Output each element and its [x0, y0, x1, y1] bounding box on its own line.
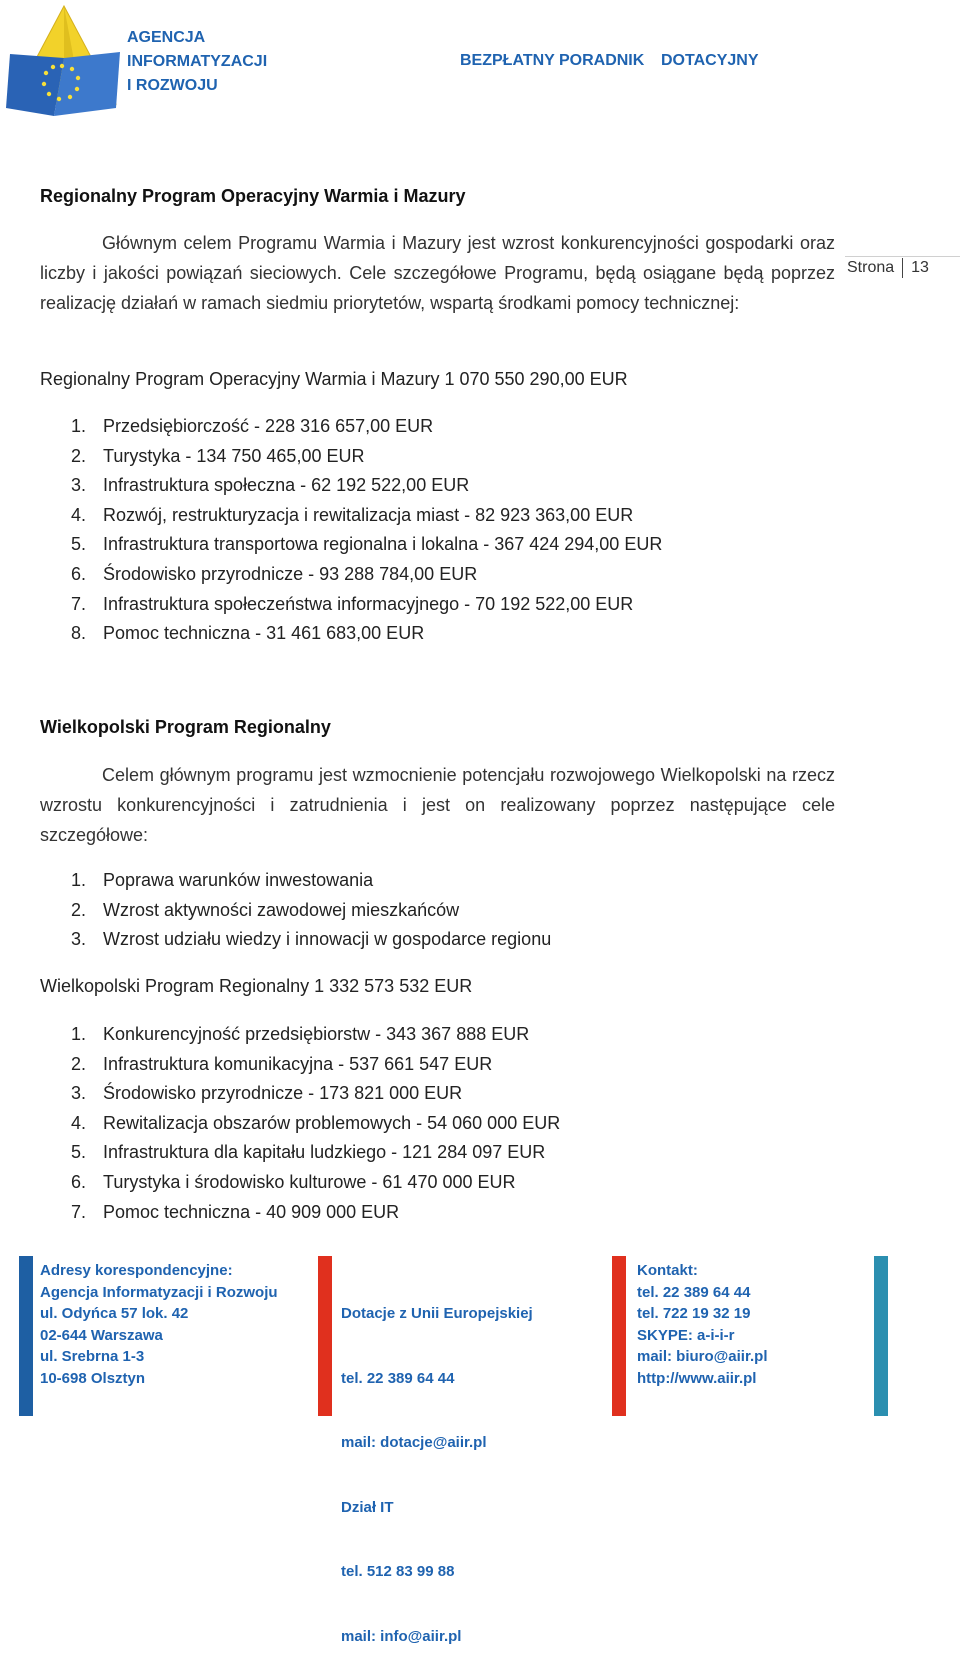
footer-line: tel. 22 389 64 44: [341, 1369, 455, 1387]
footer-accent-bar: [19, 1256, 33, 1416]
list-item: 3. Środowisko przyrodnicze - 173 821 000 EUR: [71, 1083, 463, 1104]
list-item: 2. Wzrost aktywności zawodowej mieszkańców: [71, 899, 460, 920]
footer-skype[interactable]: SKYPE: a-i-i-r: [637, 1326, 735, 1344]
footer-line: mail: info@aiir.pl: [341, 1627, 462, 1645]
list-item: 6. Środowisko przyrodnicze - 93 288 784,00 EUR: [71, 563, 478, 584]
section-paragraph: [40, 228, 835, 318]
program-total: Regionalny Program Operacyjny Warmia i Mazury 1 070 550 290,00 EUR: [40, 369, 628, 389]
page-number-value: 13: [911, 259, 929, 277]
page-number: [847, 258, 929, 278]
list-item: 3. Wzrost udziału wiedzy i innowacji w gospodarce regionu: [71, 929, 552, 950]
paragraph-text: Głównym celem Programu Warmia i Mazury jest wzrost konkurencyjności gospodarki oraz liczby i jakości powiązań sieciowych. Cele szczegółowe Programu, będą osiągane będą poprzez realizację działań w ramach siedmiu priorytetów, wspartą środkami pomocy technicznej:: [40, 233, 835, 313]
agency-name: [127, 26, 267, 98]
footer-line: ul. Odyńca 57 lok. 42: [40, 1305, 189, 1322]
list-item: 1. Przedsiębiorczość - 228 316 657,00 EUR: [71, 416, 434, 436]
footer-accent-bar: [612, 1256, 626, 1416]
section-heading: Wielkopolski Program Regionalny: [40, 717, 331, 737]
footer-phone[interactable]: tel. 22 389 64 44: [637, 1283, 751, 1301]
list-item: 3. Infrastruktura społeczna - 62 192 522,00 EUR: [71, 475, 470, 496]
goals-list: [40, 866, 551, 955]
footer-line: Agencja Informatyzacji i Rozwoju: [40, 1283, 278, 1301]
list-item: 7. Pomoc techniczna - 40 909 000 EUR: [71, 1201, 400, 1222]
section-heading: Regionalny Program Operacyjny Warmia i Mazury: [40, 186, 466, 206]
footer-addresses: [40, 1260, 278, 1389]
footer-line: Dotacje z Unii Europejskiej: [341, 1305, 533, 1322]
agency-logo: [4, 4, 120, 116]
footer-line: 10-698 Olsztyn: [40, 1369, 146, 1387]
agency-name-line: I ROZWOJU: [127, 77, 218, 94]
footer-contact: [637, 1260, 767, 1389]
list-item: 5. Infrastruktura dla kapitału ludzkiego - 121 284 097 EUR: [71, 1142, 546, 1163]
priority-list: [40, 1020, 560, 1227]
list-item: 6. Turystyka i środowisko kulturowe - 61 470 000 EUR: [71, 1171, 516, 1192]
footer-eu-grants: [341, 1260, 533, 1669]
footer-line: mail: dotacje@aiir.pl: [341, 1434, 487, 1451]
header-tagline-1: BEZPŁATNY PORADNIK: [460, 52, 645, 69]
header-tagline-2: DOTACYJNY: [661, 52, 759, 69]
footer-line: tel. 512 83 99 88: [341, 1563, 455, 1580]
list-item: 5. Infrastruktura transportowa regionalna i lokalna - 367 424 294,00 EUR: [71, 534, 663, 555]
footer-accent-bar: [874, 1256, 888, 1416]
list-item: 1. Poprawa warunków inwestowania: [71, 870, 374, 890]
agency-name-line: AGENCJA: [127, 29, 206, 46]
list-item: 2. Turystyka - 134 750 465,00 EUR: [71, 445, 365, 466]
page-label: Strona: [847, 259, 895, 277]
priority-list: [40, 412, 662, 649]
footer-line: Dział IT: [341, 1498, 394, 1516]
footer-website-link[interactable]: http://www.aiir.pl: [637, 1369, 757, 1387]
list-item: 1. Konkurencyjność przedsiębiorstw - 343 367 888 EUR: [71, 1024, 530, 1044]
footer-line: ul. Srebrna 1-3: [40, 1348, 145, 1365]
footer-line: Adresy korespondencyjne:: [40, 1262, 233, 1279]
list-item: 8. Pomoc techniczna - 31 461 683,00 EUR: [71, 623, 425, 644]
agency-name-line: INFORMATYZACJI: [127, 53, 268, 70]
footer-accent-bar: [318, 1256, 332, 1416]
footer-line: Kontakt:: [637, 1262, 698, 1279]
list-item: 4. Rewitalizacja obszarów problemowych - 54 060 000 EUR: [71, 1112, 561, 1133]
section-paragraph: [40, 760, 835, 850]
footer-email-link[interactable]: mail: biuro@aiir.pl: [637, 1348, 768, 1365]
paragraph-text: Celem głównym programu jest wzmocnienie potencjału rozwojowego Wielkopolski na rzecz wzrostu konkurencyjności i zatrudnienia i jest on realizowany poprzez następujące cele szczegółowe:: [40, 765, 835, 845]
footer-line: 02-644 Warszawa: [40, 1326, 163, 1344]
list-item: 2. Infrastruktura komunikacyjna - 537 661 547 EUR: [71, 1053, 493, 1074]
list-item: 7. Infrastruktura społeczeństwa informacyjnego - 70 192 522,00 EUR: [71, 593, 634, 614]
program-total: Wielkopolski Program Regionalny 1 332 573 532 EUR: [40, 976, 473, 996]
list-item: 4. Rozwój, restrukturyzacja i rewitalizacja miast - 82 923 363,00 EUR: [71, 504, 634, 525]
footer-phone[interactable]: tel. 722 19 32 19: [637, 1305, 751, 1322]
page-number-divider: [845, 256, 960, 257]
